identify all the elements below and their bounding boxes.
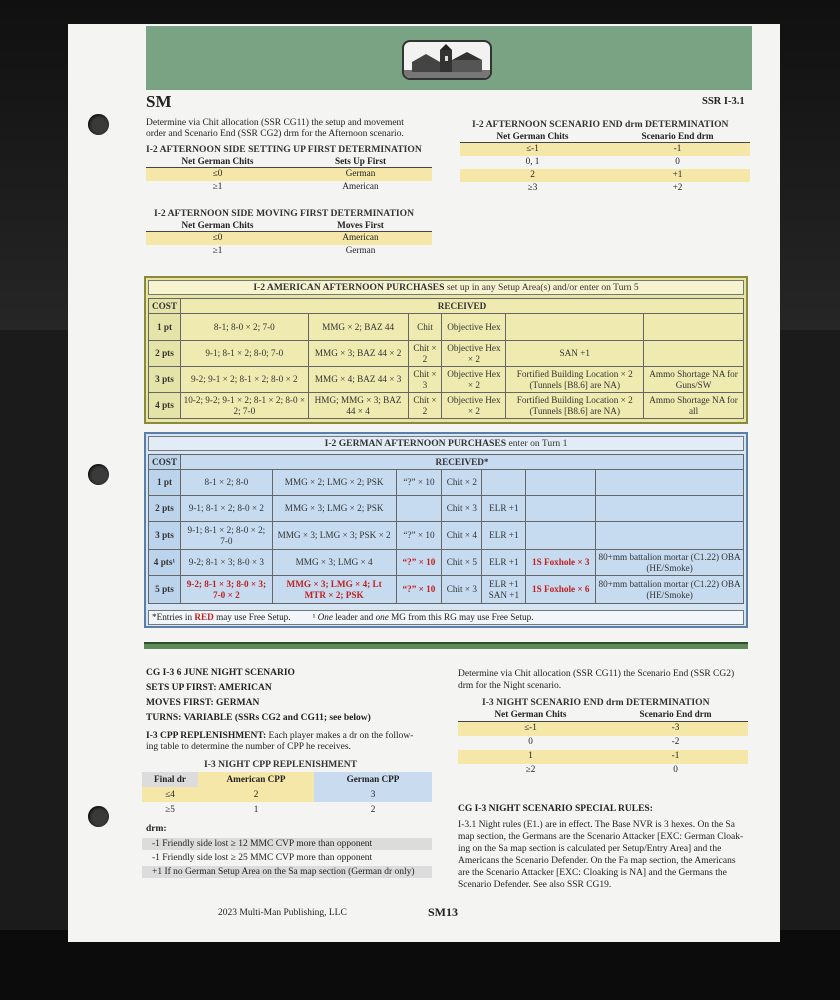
cell: ≥1: [212, 245, 223, 255]
table-row: [149, 576, 744, 604]
footnote-text: leader and: [332, 612, 376, 622]
setup-first-title: I-2 AFTERNOON SIDE SETTING UP FIRST DETERMINATION: [146, 144, 422, 155]
cell: ≤0: [212, 168, 223, 178]
night-title: CG I-3 6 JUNE NIGHT SCENARIO: [146, 668, 295, 678]
cell: Chit × 2: [408, 393, 442, 419]
cell: 9-2; 8-1 × 3; 8-0 × 3: [180, 550, 272, 576]
cell: 1 pt: [149, 470, 181, 496]
col-header: Final dr: [142, 772, 198, 787]
cell: Chit × 3: [408, 367, 442, 393]
cell: SAN +1: [506, 341, 644, 367]
cell: Ammo Shortage NA for Guns/SW: [644, 367, 744, 393]
title-rest: enter on Turn 1: [506, 438, 568, 449]
footnote-text: *Entries in: [152, 612, 195, 622]
cell: ≤0: [212, 232, 223, 242]
special-rule-line: I-3.1 Night rules (E1.) are in effect. The Base NVR is 3 hexes. On the Sa: [458, 820, 735, 830]
footnote-text: may use Free Setup.: [213, 612, 291, 622]
cell: MMG × 3; LMG × 4: [272, 550, 396, 576]
table-row: [149, 470, 744, 496]
table-row: [460, 169, 750, 182]
cell: German: [345, 245, 376, 255]
cell: [526, 470, 596, 496]
table-row: [149, 393, 744, 419]
drm-label: drm:: [146, 824, 167, 834]
cell: 1: [528, 750, 533, 760]
received-header: RECEIVED*: [180, 455, 743, 470]
cell: [596, 522, 744, 550]
special-rule-line: are the Scenario Attacker [EXC: Cloaking is NA] and the Germans the: [458, 868, 727, 878]
cell: Chit × 2: [408, 341, 442, 367]
cell: 1: [253, 804, 259, 814]
footnote-text: one: [375, 612, 389, 622]
binder-hole-middle: [88, 464, 109, 485]
cell: American: [342, 181, 379, 191]
cell: 10-2; 9-2; 9-1 × 2; 8-1 × 2; 8-0 × 2; 7-0: [180, 393, 308, 419]
col-header: Net German Chits: [181, 156, 254, 166]
cell: 1S Foxhole × 3: [526, 550, 596, 576]
cell: 9-2; 9-1 × 2; 8-1 × 2; 8-0 × 2: [180, 367, 308, 393]
table-row: [146, 245, 432, 258]
cell: Chit × 3: [442, 496, 482, 522]
cpp-table: [142, 772, 432, 817]
cell: 3: [314, 787, 432, 802]
footer-copyright: 2023 Multi-Man Publishing, LLC: [218, 908, 347, 918]
cell: 0: [528, 736, 533, 746]
table-row: [146, 168, 432, 181]
table-row: [149, 522, 744, 550]
col-header: Scenario End drm: [639, 709, 712, 719]
cell: [596, 496, 744, 522]
intro-line-1: Determine via Chit allocation (SSR CG11) the setup and movement: [146, 118, 404, 128]
col-header: Net German Chits: [496, 131, 569, 141]
received-header: RECEIVED: [180, 299, 743, 314]
cost-header: COST: [149, 299, 181, 314]
col-header: American CPP: [198, 772, 314, 787]
footnote-text: One: [317, 612, 333, 622]
cell: -3: [671, 722, 680, 732]
module-title: SM: [146, 92, 172, 111]
cell: Objective Hex × 2: [442, 341, 506, 367]
cell: Chit: [408, 314, 442, 341]
table-row: [149, 367, 744, 393]
footnote-text: MG from this RG may use Free Setup.: [388, 612, 534, 622]
cell: -1: [671, 750, 680, 760]
table-row: [146, 232, 432, 245]
cell: ≥5: [165, 804, 175, 814]
cell: MMG × 3; LMG × 2; PSK: [272, 496, 396, 522]
ssr-reference: SSR I-3.1: [702, 96, 745, 107]
cell: ELR +1: [482, 496, 526, 522]
cell: ≤-1: [524, 722, 537, 732]
cell: 3 pts: [149, 522, 181, 550]
night-turns: TURNS: VARIABLE (SSRs CG2 and CG11; see below): [146, 713, 371, 723]
cell: MMG × 2; BAZ 44: [308, 314, 408, 341]
cell: MMG × 3; LMG × 3; PSK × 2: [272, 522, 396, 550]
afternoon-end-table: [460, 131, 750, 195]
night-intro-1: Determine via Chit allocation (SSR CG11) the Scenario End (SSR CG2): [458, 669, 735, 679]
table-row: [149, 314, 744, 341]
cell: 3 pts: [149, 367, 181, 393]
title-bold: I-2 AMERICAN AFTERNOON PURCHASES: [253, 282, 445, 293]
cell: ELR +1: [482, 550, 526, 576]
cell: 2: [198, 787, 314, 802]
cell: “?” × 10: [396, 470, 442, 496]
cell: 9-1; 8-1 × 2; 8-0 × 2: [180, 496, 272, 522]
col-header: Scenario End drm: [641, 131, 714, 141]
table-row: [458, 736, 748, 750]
night-sets-up: SETS UP FIRST: AMERICAN: [146, 683, 272, 693]
table-row: [142, 802, 432, 817]
cpp-text: Each player makes a dr on the follow-: [266, 731, 414, 741]
intro-line-2: order and Scenario End (SSR CG2) drm for the Afternoon scenario.: [146, 129, 404, 139]
cell: Chit × 4: [442, 522, 482, 550]
cell: MMG × 2; LMG × 2; PSK: [272, 470, 396, 496]
cell: [482, 470, 526, 496]
cell: Chit × 5: [442, 550, 482, 576]
cell: ≤-1: [526, 143, 539, 153]
cell: -2: [671, 736, 680, 746]
cell: MMG × 3; LMG × 4; Lt MTR × 2; PSK: [272, 576, 396, 604]
cell: 4 pts¹: [149, 550, 181, 576]
move-first-title: I-2 AFTERNOON SIDE MOVING FIRST DETERMINATION: [154, 208, 415, 219]
cost-header: COST: [149, 455, 181, 470]
title-bold: I-2 GERMAN AFTERNOON PURCHASES: [324, 438, 507, 449]
special-rule-line: Scenario Defender. See also SSR CG19.: [458, 880, 612, 890]
table-row: [460, 143, 750, 156]
table-row: [146, 181, 432, 194]
cell: ELR +1: [482, 522, 526, 550]
drm-row: -1 Friendly side lost ≥ 12 MMC CVP more than opponent: [142, 838, 432, 850]
german-purchases-panel: [144, 432, 748, 628]
cell: ≥2: [525, 764, 536, 774]
cell: 1 pt: [149, 314, 181, 341]
col-header: Moves First: [337, 220, 384, 230]
cell: “?” × 10: [396, 522, 442, 550]
cell: +1: [672, 169, 683, 179]
german-purchases-title: [148, 436, 744, 451]
cell: MMG × 3; BAZ 44 × 2: [308, 341, 408, 367]
cell: 80+mm battalion mortar (C1.22) OBA (HE/Smoke): [596, 550, 744, 576]
cell: 2 pts: [149, 496, 181, 522]
cell: [644, 314, 744, 341]
church-logo-icon: [402, 40, 492, 80]
cell: 5 pts: [149, 576, 181, 604]
footnote-red: RED: [194, 612, 214, 622]
binder-hole-top: [88, 114, 109, 135]
table-row: [149, 550, 744, 576]
cell: [644, 341, 744, 367]
night-moves: MOVES FIRST: GERMAN: [146, 698, 260, 708]
cell: Chit × 3: [442, 576, 482, 604]
title-rest: set up in any Setup Area(s) and/or enter on Turn 5: [444, 282, 639, 293]
german-footnote: [148, 610, 744, 625]
cell: HMG; MMG × 3; BAZ 44 × 4: [308, 393, 408, 419]
cell: 8-1; 8-0 × 2; 7-0: [180, 314, 308, 341]
cell: 9-1; 8-1 × 2; 8-0; 7-0: [180, 341, 308, 367]
table-row: [142, 787, 432, 802]
col-header: Sets Up First: [334, 156, 387, 166]
night-end-title: I-3 NIGHT SCENARIO END drm DETERMINATION: [482, 697, 710, 708]
cell: German: [345, 168, 376, 178]
footnote-text: ¹: [312, 612, 318, 622]
american-purchases-table: [148, 298, 744, 419]
cell: [526, 496, 596, 522]
afternoon-end-title: I-2 AFTERNOON SCENARIO END drm DETERMINATION: [472, 119, 729, 130]
table-row: [458, 750, 748, 764]
special-rule-line: ing on the Sa map section is calculated per Setup/Entry Area] and the: [458, 844, 722, 854]
cell: [596, 470, 744, 496]
cell: 0: [675, 156, 680, 166]
night-end-table: [458, 709, 748, 778]
cell: 2: [530, 169, 535, 179]
rule-sheet-page: [68, 24, 780, 942]
cell: MMG × 4; BAZ 44 × 3: [308, 367, 408, 393]
cell: American: [342, 232, 379, 242]
footer-page-number: SM13: [428, 905, 458, 919]
table-row: [149, 341, 744, 367]
binder-hole-bottom: [88, 806, 109, 827]
cell: 0, 1: [525, 156, 540, 166]
cell: “?” × 10: [396, 550, 442, 576]
col-header: Net German Chits: [494, 709, 567, 719]
cell: “?” × 10: [396, 576, 442, 604]
night-intro-2: drm for the Night scenario.: [458, 681, 562, 691]
cell: [526, 522, 596, 550]
american-purchases-panel: [144, 276, 748, 424]
col-header: Net German Chits: [181, 220, 254, 230]
cell: [506, 314, 644, 341]
cell: Objective Hex × 2: [442, 393, 506, 419]
col-header: German CPP: [314, 772, 432, 787]
drm-row: -1 Friendly side lost ≥ 25 MMC CVP more than opponent: [152, 853, 373, 863]
german-purchases-table: [148, 454, 744, 604]
cell: Ammo Shortage NA for all: [644, 393, 744, 419]
special-rule-line: Americans the Scenario Defender. On the Fa map section, the Americans: [458, 856, 736, 866]
cell: Fortified Building Location × 2 (Tunnels [B8.6] are NA): [506, 393, 644, 419]
cell: ≤4: [142, 787, 198, 802]
cell: ≥1: [212, 181, 223, 191]
cell: 0: [673, 764, 678, 774]
table-row: [458, 764, 748, 778]
move-first-table: [146, 220, 432, 258]
cell: 9-1; 8-1 × 2; 8-0 × 2; 7-0: [180, 522, 272, 550]
cell: -1: [673, 143, 682, 153]
drm-row: +1 If no German Setup Area on the Sa map section (German dr only): [142, 866, 432, 878]
table-row: [458, 722, 748, 736]
cell: ≥3: [527, 182, 538, 192]
section-divider: [144, 642, 748, 649]
cell: 9-2; 8-1 × 3; 8-0 × 3; 7-0 × 2: [180, 576, 272, 604]
cell: 2 pts: [149, 341, 181, 367]
cell: 1S Foxhole × 6: [526, 576, 596, 604]
cell: 4 pts: [149, 393, 181, 419]
table-row: [149, 496, 744, 522]
cell: Objective Hex × 2: [442, 367, 506, 393]
cell: Objective Hex: [442, 314, 506, 341]
setup-first-table: [146, 156, 432, 194]
cpp-paragraph-2: ing table to determine the number of CPP he receives.: [146, 742, 351, 752]
cell: 2: [370, 804, 376, 814]
table-row: [460, 182, 750, 195]
special-rule-line: map section, the Germans are the Scenario Attacker [EXC: German Cloak-: [458, 832, 744, 842]
cell: 80+mm battalion mortar (C1.22) OBA (HE/Smoke): [596, 576, 744, 604]
cell: Fortified Building Location × 2 (Tunnels [B8.6] are NA): [506, 367, 644, 393]
cell: Chit × 2: [442, 470, 482, 496]
cpp-table-title: I-3 NIGHT CPP REPLENISHMENT: [204, 759, 358, 770]
cell: [396, 496, 442, 522]
cell: +2: [672, 182, 683, 192]
special-rules-title: CG I-3 NIGHT SCENARIO SPECIAL RULES:: [458, 804, 653, 814]
cpp-bold: I-3 CPP REPLENISHMENT:: [146, 731, 267, 741]
cell: ELR +1 SAN +1: [482, 576, 526, 604]
american-purchases-title: [148, 280, 744, 295]
table-row: [460, 156, 750, 169]
cell: 8-1 × 2; 8-0: [180, 470, 272, 496]
